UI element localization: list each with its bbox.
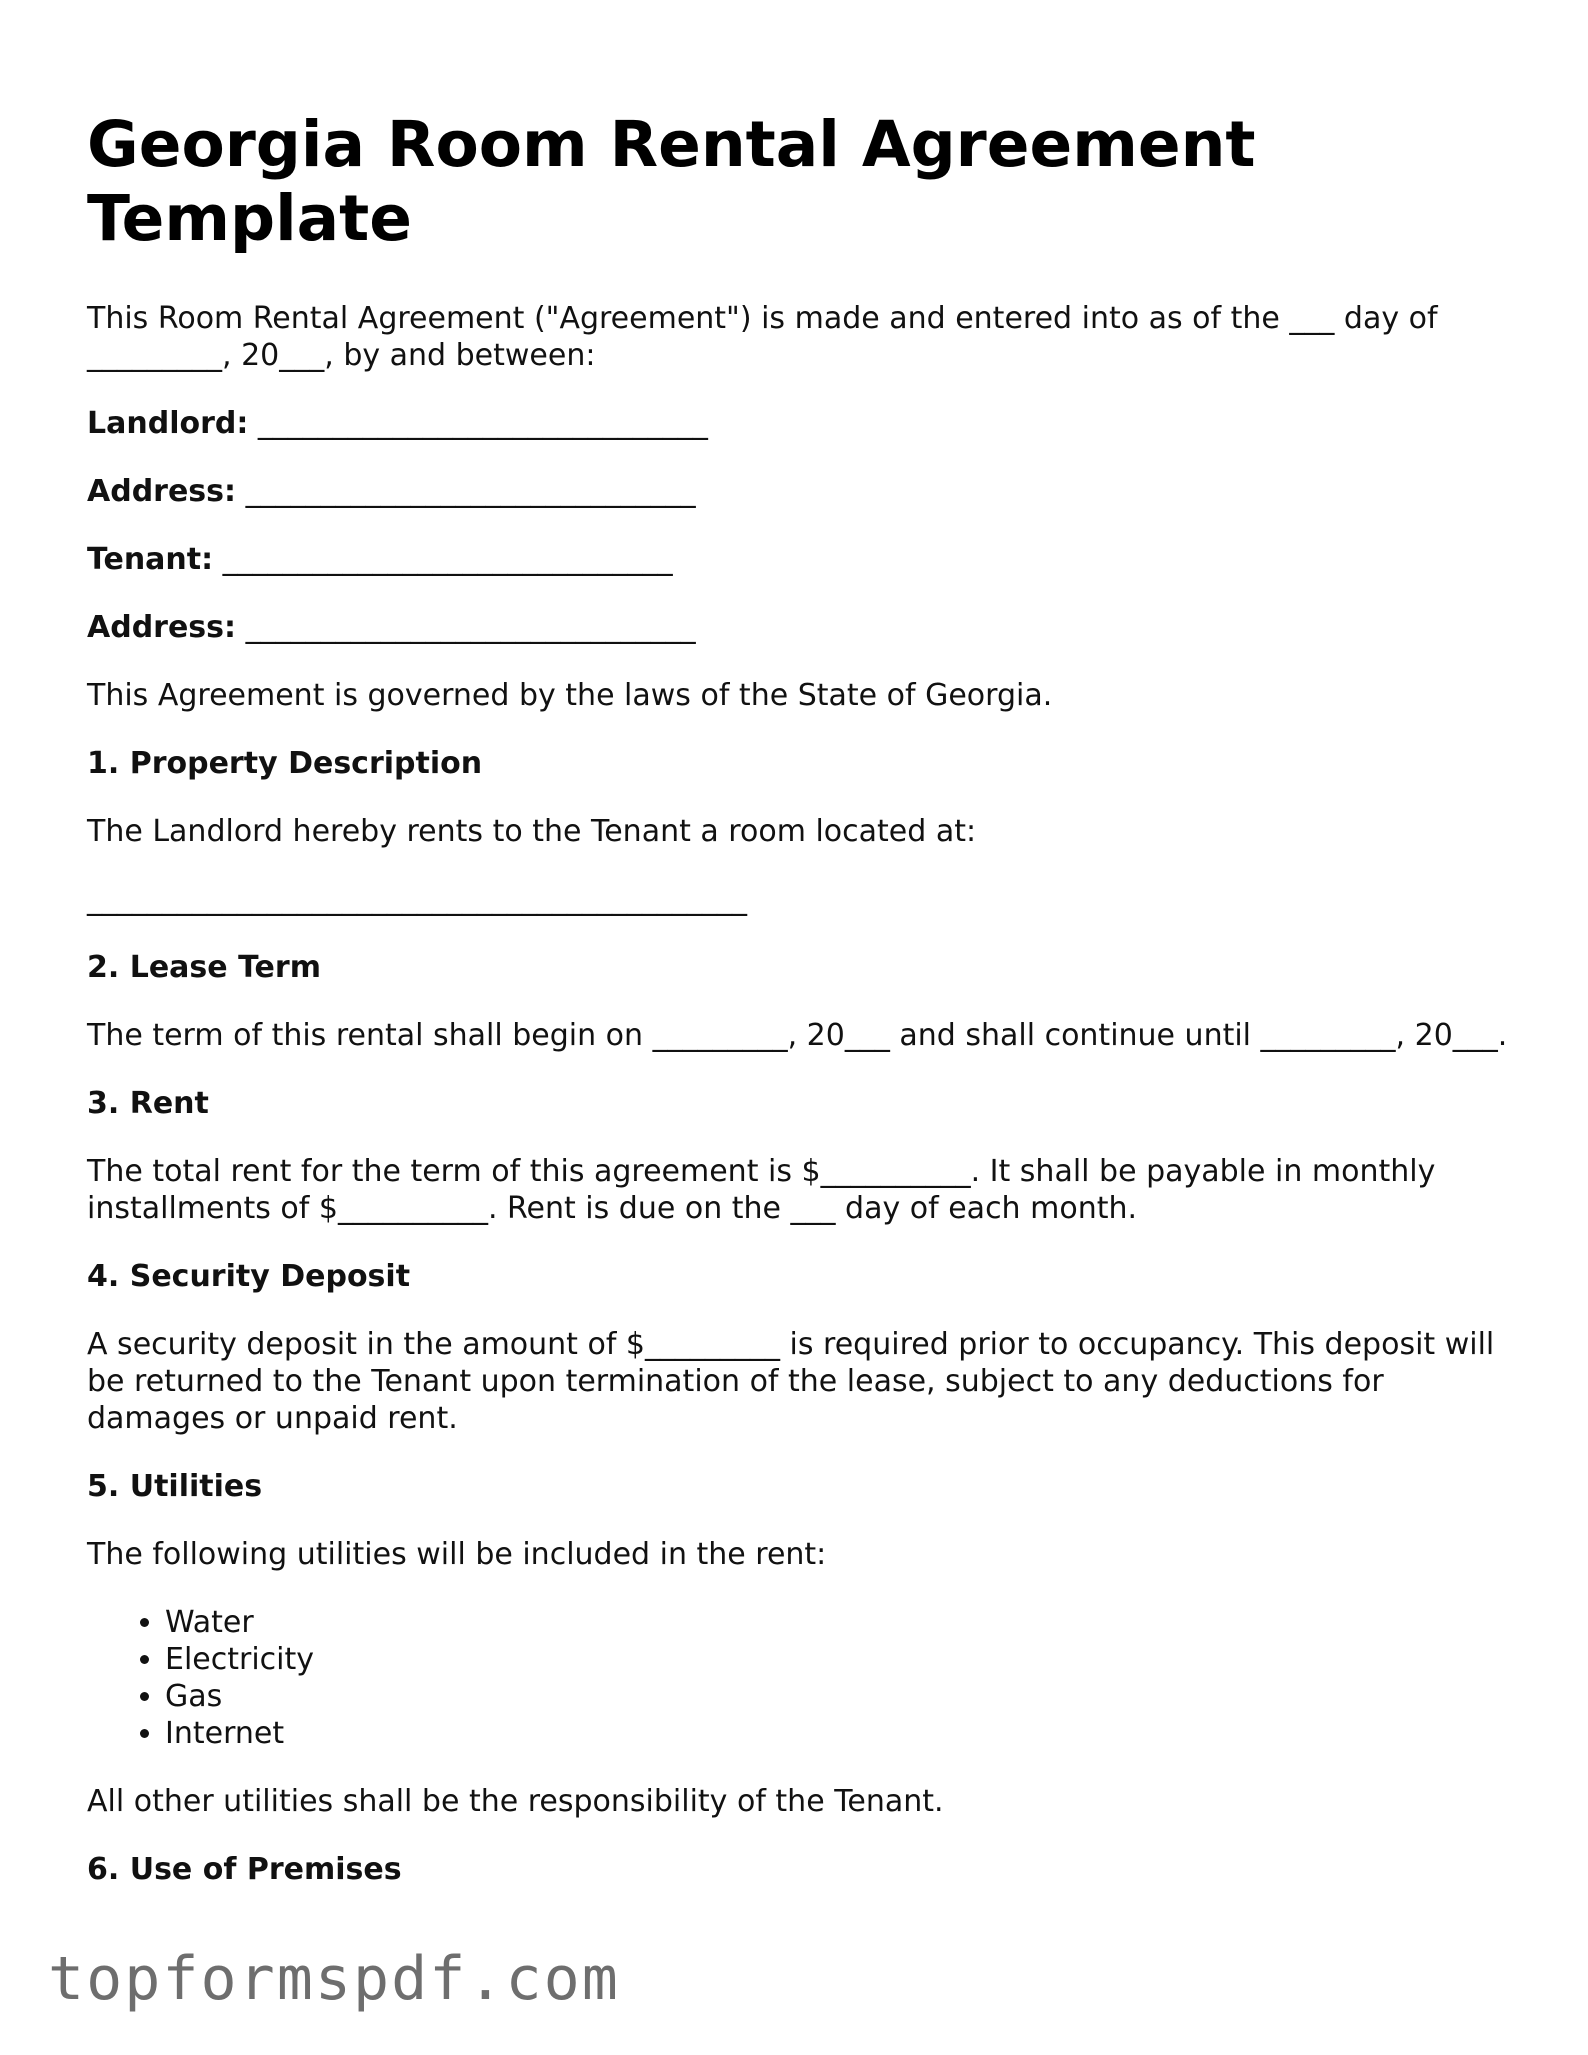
tenant-blank: ______________________________ [222, 542, 673, 577]
tenant-label: Tenant: [87, 542, 214, 577]
property-description: The Landlord hereby rents to the Tenant a room located at: [87, 814, 977, 849]
document-page [87, 108, 1527, 1919]
utilities-text: The following utilities will be included in the rent: [87, 1537, 827, 1572]
landlord-field [87, 405, 1527, 442]
term-text: The term of this rental shall begin on _________, 20___ and shall continue until _________, 20___. [87, 1018, 1508, 1053]
list-item: • Internet [165, 1715, 1527, 1752]
rent-text: The total rent for the term of this agreement is $__________. It shall be payable in monthly installments of $__________. Rent is due on the ___ day of each month. [87, 1154, 1436, 1226]
section-heading-term: 2. Lease Term [87, 950, 321, 985]
governing-law-text: This Agreement is governed by the laws of the State of Georgia. [87, 678, 1053, 713]
landlord-blank: ______________________________ [257, 406, 708, 441]
section-heading-use: 6. Use of Premises [87, 1852, 402, 1887]
section-heading-deposit: 4. Security Deposit [87, 1259, 411, 1294]
tenant-address-field [87, 609, 1527, 646]
property-address-blank: ____________________________________________ [87, 882, 747, 917]
tenant-field [87, 541, 1527, 578]
list-item: • Water [165, 1604, 1527, 1641]
page-title: Georgia Room Rental Agreement Template [87, 108, 1256, 255]
deposit-text: A security deposit in the amount of $_________ is required prior to occupancy. This deposit will be returned to the Tenant upon termination of the lease, subject to any deductions for damages or unpaid rent. [87, 1327, 1495, 1436]
section-heading-property: 1. Property Description [87, 746, 483, 781]
tenant-address-blank: ______________________________ [245, 610, 696, 645]
section-heading-utilities: 5. Utilities [87, 1469, 263, 1504]
list-item: • Electricity [165, 1641, 1527, 1678]
landlord-address-label: Address: [87, 474, 237, 509]
intro-paragraph: This Room Rental Agreement ("Agreement") is made and entered into as of the ___ day of _________, 20___, by and between: [87, 301, 1438, 373]
landlord-address-blank: ______________________________ [245, 474, 696, 509]
section-heading-rent: 3. Rent [87, 1086, 209, 1121]
utilities-list [87, 1604, 1527, 1752]
landlord-label: Landlord: [87, 406, 249, 441]
list-item: • Gas [165, 1678, 1527, 1715]
utilities-footer: All other utilities shall be the responsibility of the Tenant. [87, 1784, 944, 1819]
tenant-address-label: Address: [87, 610, 237, 645]
landlord-address-field [87, 473, 1527, 510]
watermark: topformspdf.com [48, 1944, 620, 2014]
property-text [87, 813, 1527, 918]
